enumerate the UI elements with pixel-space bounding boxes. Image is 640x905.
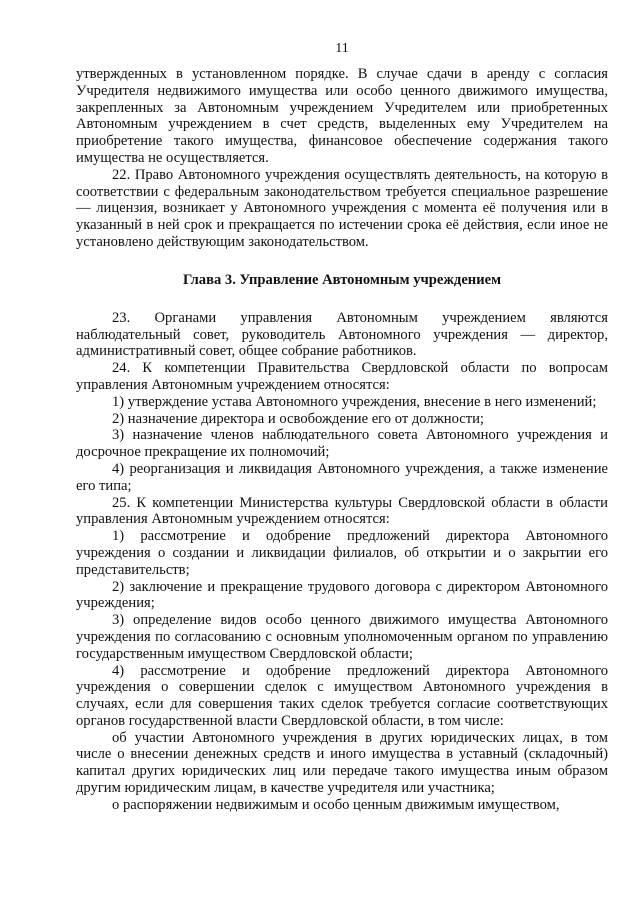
body-paragraph: 1) утверждение устава Автономного учреждения, внесение в него изменений; [112, 393, 597, 410]
section-before-heading [76, 66, 608, 251]
chapter-heading: Глава 3. Управление Автономным учреждением [182, 271, 502, 288]
body-paragraph: утвержденных в установленном порядке. В случае сдачи в аренду с согласия Учредителя недвижимого имущества или особо ценного движимого имущества, закрепленных за Автономным учреждением Учредителем или приобретенных Автономным учреждением в счет средств, выделенных ему Учредителем на приобретение такого имущества, финансовое обеспечение содержания такого имущества не осуществляется. [76, 66, 608, 166]
body-paragraph: 23. Органами управления Автономным учреждением являются наблюдательный совет, руководитель Автономного учреждения — директор, административный совет, общее собрание работников. [76, 309, 608, 360]
body-paragraph: 2) заключение и прекращение трудового договора с директором Автономного учреждения; [76, 578, 608, 612]
body-paragraph: 22. Право Автономного учреждения осуществлять деятельность, на которую в соответствии с федеральным законодательством требуется специальное разрешение — лицензия, возникает у Автономного учреждения с момента её получения или в указанный в ней срок и прекращается по истечении срока её действия, если иное не установлено действующим законодательством. [76, 166, 608, 250]
section-after-heading [76, 310, 608, 814]
body-paragraph: 3) назначение членов наблюдательного совета Автономного учреждения и досрочное прекращение их полномочий; [76, 427, 608, 461]
body-paragraph: об участии Автономного учреждения в других юридических лицах, в том числе о внесении денежных средств и иного имущества в уставный (складочный) капитал других юридических лиц или передаче такого имущества иным образом другим юридическим лицам, в качестве учредителя или участника; [76, 729, 608, 797]
body-paragraph: 1) рассмотрение и одобрение предложений директора Автономного учреждения о создании и ликвидации филиалов, об открытии и о закрытии его представительств; [76, 528, 608, 578]
body-paragraph: 4) реорганизация и ликвидация Автономного учреждения, а также изменение его типа; [76, 460, 608, 494]
body-paragraph: о распоряжении недвижимым и особо ценным движимым имуществом, [112, 796, 560, 813]
page-number: 11 [335, 41, 349, 56]
document-body [76, 66, 608, 814]
body-paragraph: 2) назначение директора и освобождение его от должности; [112, 410, 484, 427]
body-paragraph: 25. К компетенции Министерства культуры Свердловской области в области управления Автономным учреждением относятся: [76, 494, 608, 528]
body-paragraph: 4) рассмотрение и одобрение предложений директора Автономного учреждения о совершении сделок с имуществом Автономного учреждения в случаях, если для совершения таких сделок требуется согласие соответствующих органов государственной власти Свердловской области, в том числе: [76, 662, 608, 729]
body-paragraph: 24. К компетенции Правительства Свердловской области по вопросам управления Автономным учреждением относятся: [76, 360, 608, 393]
body-paragraph: 3) определение видов особо ценного движимого имущества Автономного учреждения по согласованию с основным уполномоченным органом по управлению государственным имуществом Свердловской области; [76, 612, 608, 662]
